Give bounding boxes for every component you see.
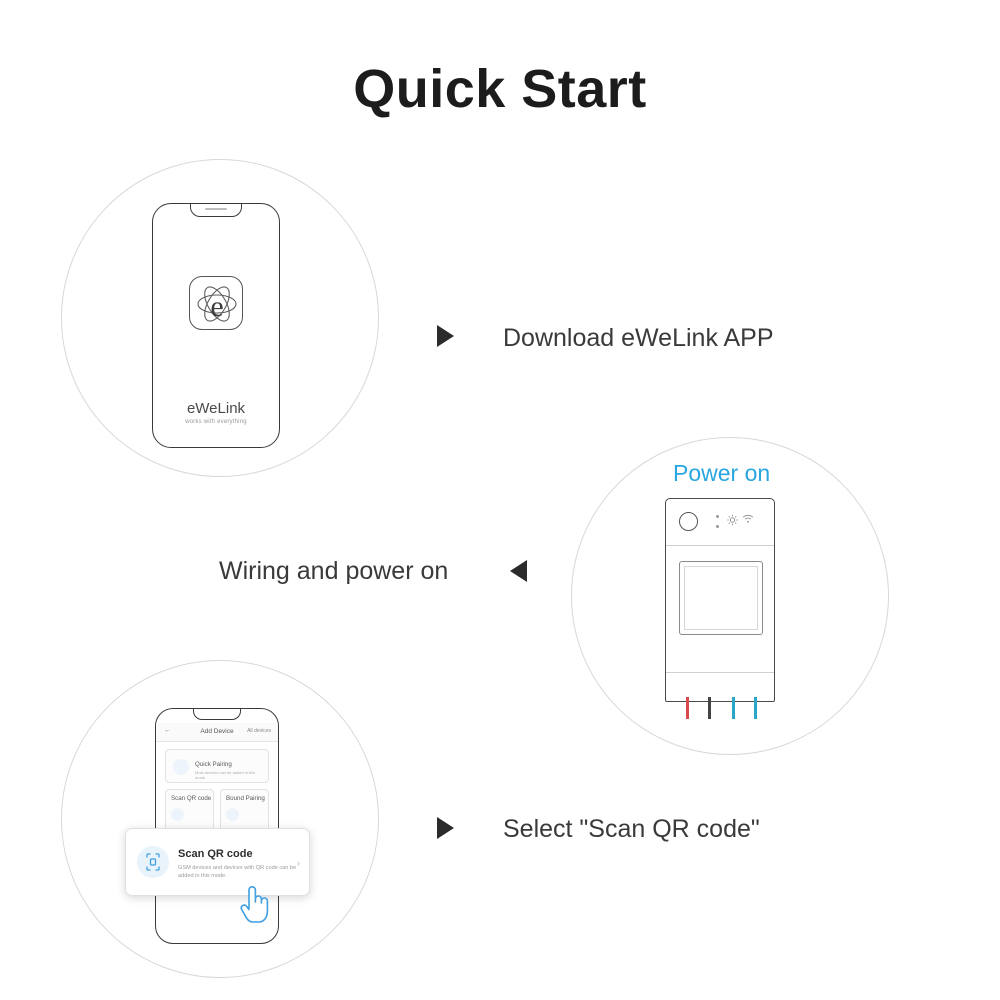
svg-text:e: e <box>210 290 224 323</box>
card-quick-pairing-sub: Most devices can be added in this mode. <box>195 770 256 780</box>
scan-qr-callout[interactable] <box>125 828 310 896</box>
card-bound-pairing[interactable] <box>220 789 269 831</box>
chevron-right-icon[interactable]: › <box>297 858 300 868</box>
card-quick-pairing-title: Quick Pairing <box>195 761 232 768</box>
hand-pointer-icon <box>236 880 274 926</box>
card-quick-pairing[interactable] <box>165 749 269 783</box>
card-bound-pairing-title: Bound Pairing <box>226 795 265 802</box>
phone-speaker <box>205 208 227 210</box>
arrow-left-icon-step2 <box>510 560 527 582</box>
terminal-wire-2 <box>708 697 711 719</box>
app-navbar <box>156 723 278 742</box>
page-title: Quick Start <box>353 59 647 119</box>
app-navbar-title: Add Device <box>200 728 234 735</box>
phone-mockup-download <box>152 203 280 448</box>
qr-scan-icon-large <box>137 846 169 878</box>
arrow-right-icon-step1 <box>437 325 454 347</box>
device-display <box>679 561 763 635</box>
smart-switch-device <box>665 498 775 702</box>
device-power-button <box>679 512 698 531</box>
phone-notch <box>190 204 242 217</box>
device-display-inner <box>684 566 758 630</box>
device-divider-bottom <box>666 672 774 673</box>
step-wiring-caption: Wiring and power on <box>219 557 449 585</box>
arrow-right-icon-step3 <box>437 817 454 839</box>
card-scan-qr-code[interactable] <box>165 789 214 831</box>
step-download-app-caption: Download eWeLink APP <box>503 324 774 352</box>
app-brand-name: eWeLink <box>186 400 246 417</box>
bound-pairing-icon <box>226 808 239 821</box>
scan-qr-callout-title: Scan QR code <box>178 848 253 860</box>
step-scan-qr-caption: Select "Scan QR code" <box>503 815 760 843</box>
device-divider-top <box>666 545 774 546</box>
phone-notch-2 <box>193 709 241 720</box>
status-led-icon <box>716 515 719 518</box>
app-navbar-right-label[interactable]: All devices <box>247 728 271 734</box>
back-arrow-icon[interactable]: ← <box>164 727 171 734</box>
terminal-wire-4 <box>754 697 757 719</box>
power-on-label: Power on <box>673 460 771 486</box>
ewelink-app-icon <box>189 276 243 330</box>
terminal-wire-3 <box>732 697 735 719</box>
scan-qr-icon <box>171 808 184 821</box>
status-led-2-icon <box>716 525 719 528</box>
brightness-icon <box>726 513 739 526</box>
terminal-wire-1 <box>686 697 689 719</box>
card-scan-qr-title: Scan QR code <box>171 795 212 802</box>
app-brand-tagline: works with everything <box>185 419 247 425</box>
scan-qr-callout-description: GSM devices and devices with QR code can be added in this mode. <box>178 865 297 879</box>
quick-pairing-icon <box>173 759 189 775</box>
wifi-icon <box>742 513 754 525</box>
